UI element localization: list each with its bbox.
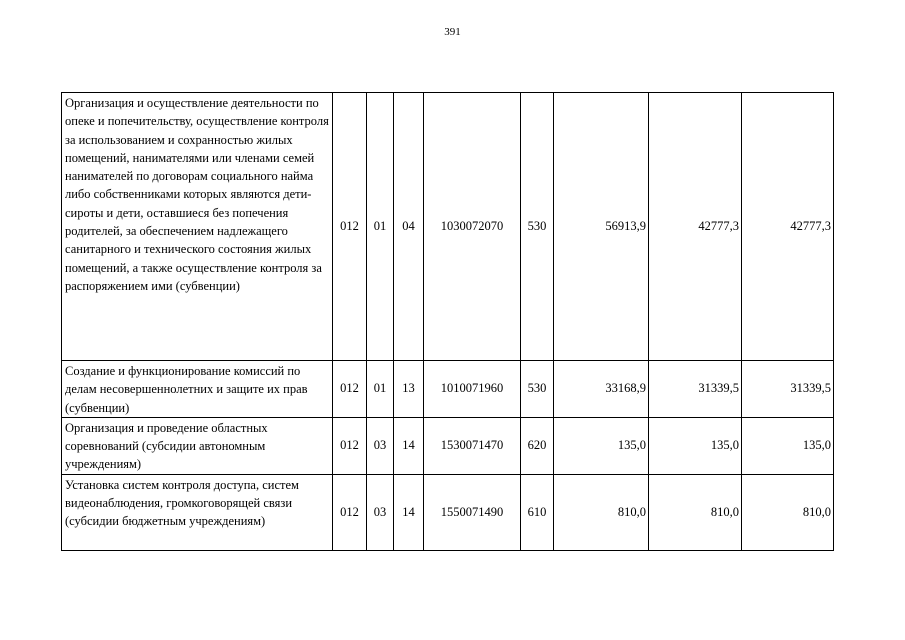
subsection-code: 13 [394, 361, 424, 418]
section-code: 03 [367, 474, 394, 550]
table-row [62, 417, 834, 474]
expense-type-code: 620 [521, 417, 554, 474]
table-row [62, 93, 834, 361]
amount-3: 810,0 [742, 474, 834, 550]
expense-description: Установка систем контроля доступа, систем видеонаблюдения, громкоговорящей связи (субсидии бюджетным учреждениям) [62, 474, 333, 550]
expense-type-code: 530 [521, 361, 554, 418]
amount-2: 42777,3 [649, 93, 742, 361]
section-code: 03 [367, 417, 394, 474]
target-article-code: 1530071470 [424, 417, 521, 474]
subsection-code: 14 [394, 474, 424, 550]
subsection-code: 04 [394, 93, 424, 361]
expense-type-code: 610 [521, 474, 554, 550]
target-article-code: 1030072070 [424, 93, 521, 361]
subsection-code: 14 [394, 417, 424, 474]
section-code: 01 [367, 93, 394, 361]
amount-1: 33168,9 [554, 361, 649, 418]
section-code: 01 [367, 361, 394, 418]
expense-description: Создание и функционирование комиссий по делам несовершеннолетних и защите их прав (субвенции) [62, 361, 333, 418]
target-article-code: 1010071960 [424, 361, 521, 418]
target-article-code: 1550071490 [424, 474, 521, 550]
table-row [62, 361, 834, 418]
table-row [62, 474, 834, 550]
expense-description: Организация и проведение областных соревнований (субсидии автономным учреждениям) [62, 417, 333, 474]
ministry-code: 012 [333, 361, 367, 418]
amount-3: 42777,3 [742, 93, 834, 361]
amount-2: 31339,5 [649, 361, 742, 418]
amount-2: 810,0 [649, 474, 742, 550]
budget-table [61, 92, 834, 551]
expense-description: Организация и осуществление деятельности по опеке и попечительству, осуществление контроля за использованием и сохранностью жилых помещений, нанимателями или членами семей нанимателей по договорам социального найма либо собственниками которых являются дети-сироты и дети, оставшиеся без попечения родителей, за обеспечением надлежащего санитарного и технического состояния жилых помещений, а также осуществление контроля за распоряжением ими (субвенции) [62, 93, 333, 361]
ministry-code: 012 [333, 474, 367, 550]
amount-1: 56913,9 [554, 93, 649, 361]
amount-3: 31339,5 [742, 361, 834, 418]
page-number: 391 [444, 26, 461, 38]
expense-type-code: 530 [521, 93, 554, 361]
ministry-code: 012 [333, 93, 367, 361]
amount-2: 135,0 [649, 417, 742, 474]
amount-1: 810,0 [554, 474, 649, 550]
amount-3: 135,0 [742, 417, 834, 474]
ministry-code: 012 [333, 417, 367, 474]
amount-1: 135,0 [554, 417, 649, 474]
